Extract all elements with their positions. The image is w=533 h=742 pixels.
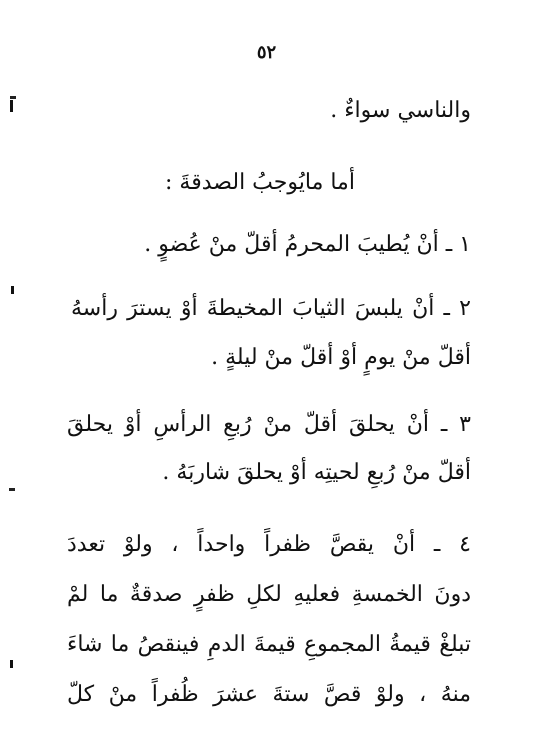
text-line: منهُ ، ولوْ قصَّ ستةَ عشرَ ظُفراً منْ كلّ: [67, 682, 471, 707]
text-line: تبلغْ قيمةُ المجموعِ قيمةَ الدمِ فينقصُ ما شاءَ: [67, 632, 471, 657]
text-line: أقلّ منْ يومٍ أوْ أقلّ منْ ليلةٍ .: [211, 345, 471, 370]
text-line: ٤ ـ أنْ يقصَّ ظفراً واحداً ، ولوْ تعددَ: [67, 532, 471, 557]
text-line: دونَ الخمسةِ فعليهِ لكلِ ظفرٍ صدقةٌ ما لمْ: [67, 582, 471, 607]
text-line: أقلّ منْ رُبعِ لحيتِه أوْ يحلقَ شاربَهُ .: [162, 460, 471, 485]
margin-scan-mark: [10, 660, 13, 668]
page-number: ٥٢: [256, 42, 277, 63]
margin-scan-mark: [10, 96, 16, 99]
margin-scan-mark: [11, 286, 14, 294]
margin-scan-mark: [10, 100, 13, 112]
text-line: ١ ـ أنْ يُطيبَ المحرمُ أقلّ منْ عُضوٍ .: [144, 232, 471, 257]
section-heading: أما مايُوجبُ الصدقةَ :: [165, 170, 355, 195]
margin-scan-mark: [9, 488, 15, 491]
text-line: ٣ ـ أنْ يحلقَ أقلّ منْ رُبعِ الرأسِ أوْ يحلقَ: [67, 412, 471, 437]
text-line: والناسي سواءٌ .: [330, 98, 471, 123]
text-line: ٢ ـ أنْ يلبسَ الثيابَ المخيطةَ أوْ يسترَ رأسهُ: [71, 296, 471, 321]
